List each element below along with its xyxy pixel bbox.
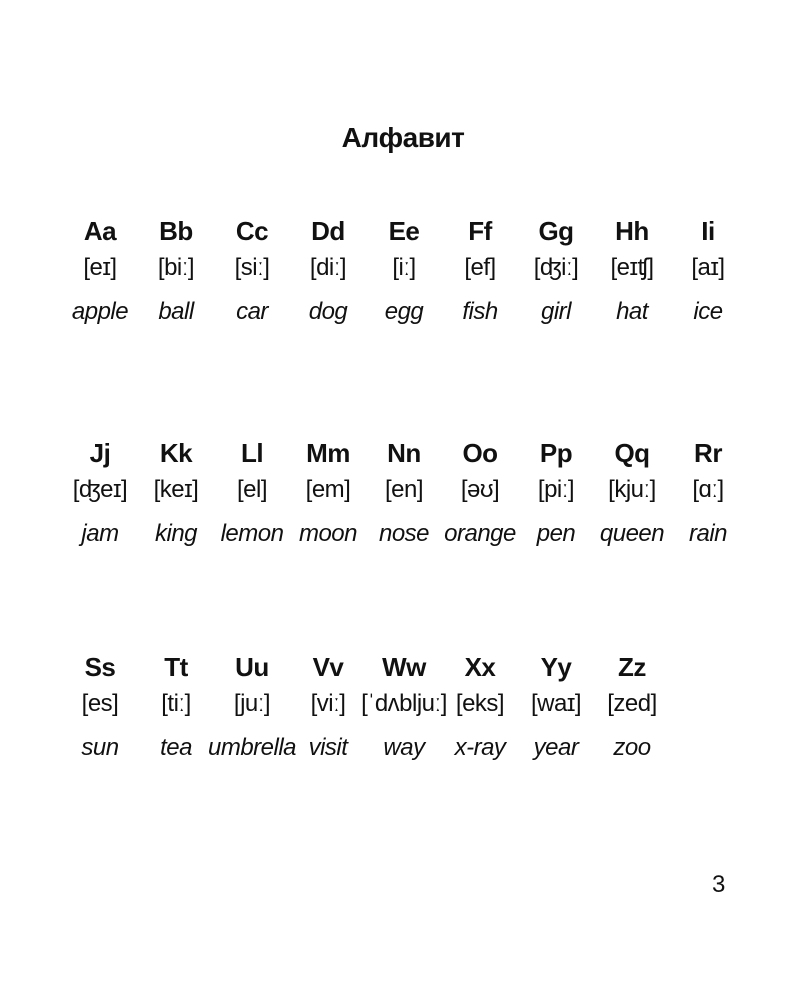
letter-pair: Jj	[89, 438, 111, 468]
letter-pair: Pp	[539, 438, 573, 468]
letter-pair: Xx	[464, 652, 496, 682]
letter-card	[62, 215, 138, 327]
ipa-transcription: [ʤiː]	[533, 254, 579, 281]
example-word: tea	[160, 734, 192, 761]
example-word: hat	[616, 298, 648, 325]
letter-pair: Bb	[159, 216, 193, 246]
alphabet-row	[62, 437, 746, 549]
example-word: ice	[693, 298, 723, 325]
letter-card	[138, 651, 214, 763]
letter-pair: Gg	[538, 216, 574, 246]
page-number: 3	[712, 871, 726, 898]
ipa-transcription: [ef]	[464, 254, 496, 281]
ipa-transcription: [viː]	[310, 690, 346, 717]
letter-pair: Dd	[311, 216, 345, 246]
ipa-transcription: [əʊ]	[460, 476, 500, 503]
letter-card	[138, 437, 214, 549]
example-word: dog	[308, 298, 348, 325]
example-word: queen	[599, 520, 665, 547]
letter-card	[290, 651, 366, 763]
example-word: zoo	[613, 734, 651, 761]
example-word: apple	[71, 298, 129, 325]
example-word: king	[154, 520, 198, 547]
example-word: x-ray	[454, 734, 506, 761]
ipa-transcription: [ˈdʌbljuː]	[361, 690, 447, 717]
ipa-transcription: [em]	[305, 476, 351, 503]
alphabet-row	[62, 651, 746, 763]
letter-pair: Vv	[312, 652, 344, 682]
letter-card	[518, 651, 594, 763]
ipa-transcription: [keɪ]	[153, 476, 199, 503]
letter-pair: Oo	[462, 438, 498, 468]
letter-pair: Ll	[240, 438, 264, 468]
letter-pair: Cc	[235, 216, 269, 246]
letter-pair: Aa	[83, 216, 117, 246]
ipa-transcription: [eɪʧ]	[610, 254, 654, 281]
letter-card	[594, 651, 670, 763]
letter-pair: Hh	[615, 216, 649, 246]
letter-pair: Kk	[159, 438, 193, 468]
example-word: fish	[462, 298, 498, 325]
example-word: nose	[378, 520, 430, 547]
letter-card	[594, 215, 670, 327]
letter-card	[361, 651, 447, 763]
ipa-transcription: [juː]	[233, 690, 271, 717]
example-word: sun	[81, 734, 119, 761]
ipa-transcription: [iː]	[392, 254, 416, 281]
example-word: visit	[308, 734, 348, 761]
example-word: pen	[536, 520, 576, 547]
ipa-transcription: [kjuː]	[608, 476, 656, 503]
letter-pair: Rr	[694, 438, 722, 468]
ipa-transcription: [en]	[384, 476, 424, 503]
example-word: umbrella	[207, 734, 297, 761]
ipa-transcription: [piː]	[537, 476, 575, 503]
letter-pair: Ee	[388, 216, 420, 246]
letter-card	[62, 651, 138, 763]
letter-card	[214, 215, 290, 327]
example-word: moon	[298, 520, 358, 547]
letter-card	[366, 437, 442, 549]
letter-pair: Mm	[306, 438, 350, 468]
letter-card	[594, 437, 670, 549]
ipa-transcription: [eɪ]	[83, 254, 117, 281]
letter-pair: Nn	[387, 438, 421, 468]
example-word: orange	[444, 520, 516, 547]
example-word: jam	[81, 520, 119, 547]
ipa-transcription: [es]	[81, 690, 119, 717]
example-word: way	[383, 734, 425, 761]
ipa-transcription: [diː]	[309, 254, 347, 281]
example-word: ball	[158, 298, 194, 325]
letter-pair: Ii	[701, 216, 715, 246]
letter-card	[442, 215, 518, 327]
letter-card	[138, 215, 214, 327]
example-word: year	[533, 734, 579, 761]
letter-pair: Ss	[84, 652, 116, 682]
letter-card	[290, 215, 366, 327]
letter-pair: Qq	[614, 438, 650, 468]
example-word: girl	[540, 298, 571, 325]
example-word: rain	[688, 520, 728, 547]
example-word: egg	[384, 298, 424, 325]
ipa-transcription: [zed]	[607, 690, 657, 717]
ipa-transcription: [ɑː]	[692, 476, 724, 503]
letter-card	[62, 437, 138, 549]
letter-card	[518, 437, 594, 549]
letter-pair: Ww	[382, 652, 426, 682]
letter-pair: Ff	[468, 216, 492, 246]
page-title: Алфавит	[341, 122, 465, 153]
letter-pair: Yy	[540, 652, 572, 682]
ipa-transcription: [ʤeɪ]	[72, 476, 128, 503]
alphabet-row	[62, 215, 746, 327]
letter-card	[442, 651, 518, 763]
ipa-transcription: [aɪ]	[691, 254, 725, 281]
ipa-transcription: [waɪ]	[530, 690, 582, 717]
letter-card	[670, 437, 746, 549]
example-word: car	[236, 298, 268, 325]
letter-card	[207, 651, 297, 763]
letter-card	[366, 215, 442, 327]
ipa-transcription: [tiː]	[161, 690, 191, 717]
ipa-transcription: [el]	[236, 476, 267, 503]
example-word: lemon	[220, 520, 284, 547]
letter-pair: Zz	[618, 652, 646, 682]
letter-card	[518, 215, 594, 327]
ipa-transcription: [eks]	[455, 690, 505, 717]
ipa-transcription: [biː]	[157, 254, 195, 281]
letter-card	[214, 437, 290, 549]
ipa-transcription: [siː]	[234, 254, 270, 281]
letter-pair: Tt	[164, 652, 188, 682]
letter-card	[442, 437, 518, 549]
letter-card	[670, 215, 746, 327]
letter-card	[290, 437, 366, 549]
letter-pair: Uu	[235, 652, 269, 682]
